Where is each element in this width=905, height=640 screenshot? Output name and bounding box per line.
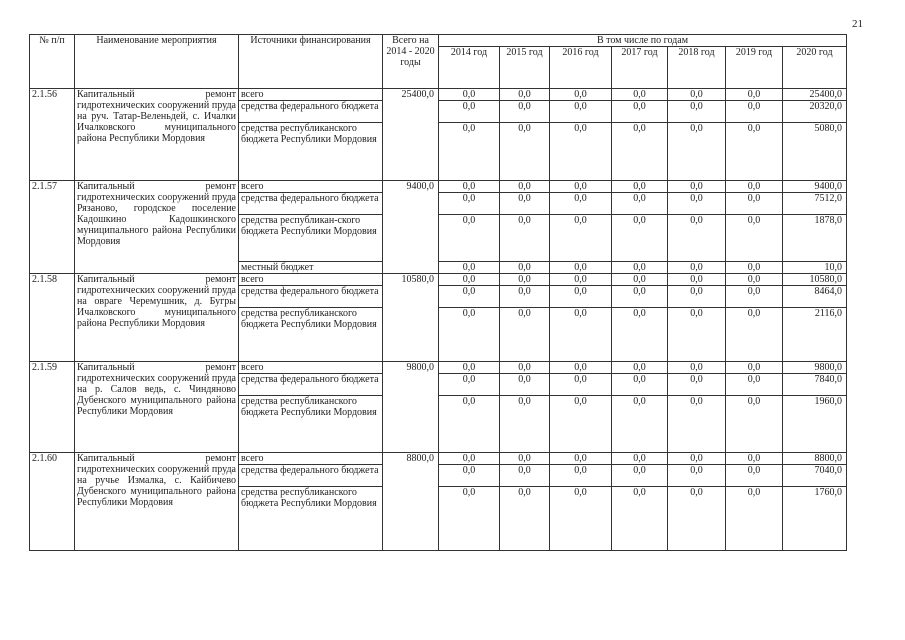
year-value: 0,0 <box>668 453 726 465</box>
year-value: 0,0 <box>612 101 668 123</box>
year-value: 0,0 <box>726 101 783 123</box>
year-value: 0,0 <box>668 396 726 453</box>
year-value: 5080,0 <box>783 123 847 181</box>
year-value: 0,0 <box>612 215 668 262</box>
year-value: 0,0 <box>726 193 783 215</box>
year-value: 0,0 <box>500 396 550 453</box>
item-code: 2.1.58 <box>30 274 75 362</box>
year-value: 0,0 <box>726 465 783 487</box>
year-value: 0,0 <box>612 308 668 362</box>
year-value: 0,0 <box>550 215 612 262</box>
year-value: 10580,0 <box>783 274 847 286</box>
table-header <box>30 35 847 89</box>
year-value: 0,0 <box>668 487 726 551</box>
year-value: 0,0 <box>500 215 550 262</box>
funding-source: средства федерального бюджета <box>239 101 383 123</box>
year-value: 0,0 <box>439 465 500 487</box>
funding-source: средства федерального бюджета <box>239 286 383 308</box>
item-name: Капитальный ремонт гидротехнических сооружений пруда Рязаново, городское поселение Кадошкино Кадошкинского муниципального района Республики Мордовия <box>75 181 239 274</box>
year-value: 0,0 <box>612 123 668 181</box>
header-total: Всего на 2014 - 2020 годы <box>383 35 439 89</box>
header-year: 2020 год <box>783 47 847 89</box>
year-value: 0,0 <box>439 453 500 465</box>
year-value: 0,0 <box>726 89 783 101</box>
year-value: 0,0 <box>439 308 500 362</box>
year-value: 0,0 <box>439 123 500 181</box>
table-row <box>30 181 847 193</box>
table-body <box>30 89 847 551</box>
year-value: 0,0 <box>726 274 783 286</box>
header-by-years: В том числе по годам <box>439 35 847 47</box>
header-name: Наименование мероприятия <box>75 35 239 89</box>
year-value: 0,0 <box>550 465 612 487</box>
year-value: 0,0 <box>612 362 668 374</box>
year-value: 0,0 <box>612 286 668 308</box>
year-value: 0,0 <box>668 89 726 101</box>
header-year: 2014 год <box>439 47 500 89</box>
year-value: 0,0 <box>550 123 612 181</box>
year-value: 0,0 <box>612 193 668 215</box>
header-year: 2018 год <box>668 47 726 89</box>
funding-source: средства республиканского бюджета Республики Мордовия <box>239 308 383 362</box>
year-value: 0,0 <box>500 374 550 396</box>
table-row <box>30 89 847 101</box>
year-value: 1878,0 <box>783 215 847 262</box>
funding-source: средства федерального бюджета <box>239 193 383 215</box>
year-value: 0,0 <box>668 215 726 262</box>
year-value: 0,0 <box>500 89 550 101</box>
year-value: 0,0 <box>612 262 668 274</box>
item-name: Капитальный ремонт гидротехнических сооружений пруда на руч. Татар-Веленьдей, с. Ичалки Ичалковского муниципального района Республики Мордовия <box>75 89 239 181</box>
year-value: 0,0 <box>612 465 668 487</box>
year-value: 2116,0 <box>783 308 847 362</box>
funding-source: всего <box>239 181 383 193</box>
year-value: 7840,0 <box>783 374 847 396</box>
year-value: 7512,0 <box>783 193 847 215</box>
header-year: 2015 год <box>500 47 550 89</box>
item-name: Капитальный ремонт гидротехнических сооружений пруда на овраге Черемушник, д. Бугры Ичалковского муниципального района Республики Мордовия <box>75 274 239 362</box>
funding-source: местный бюджет <box>239 262 383 274</box>
funding-source: всего <box>239 453 383 465</box>
funding-source: всего <box>239 274 383 286</box>
year-value: 0,0 <box>550 274 612 286</box>
year-value: 8464,0 <box>783 286 847 308</box>
year-value: 0,0 <box>612 396 668 453</box>
year-value: 0,0 <box>726 453 783 465</box>
year-value: 0,0 <box>550 193 612 215</box>
year-value: 0,0 <box>439 181 500 193</box>
header-year: 2019 год <box>726 47 783 89</box>
year-value: 0,0 <box>612 453 668 465</box>
funding-source: средства федерального бюджета <box>239 374 383 396</box>
table-row <box>30 362 847 374</box>
year-value: 0,0 <box>668 362 726 374</box>
year-value: 0,0 <box>500 193 550 215</box>
year-value: 0,0 <box>550 101 612 123</box>
item-name: Капитальный ремонт гидротехнических сооружений пруда на ручье Измалка, с. Кайбичево Дубенского муниципального района Республики Мордовия <box>75 453 239 551</box>
funding-source: средства федерального бюджета <box>239 465 383 487</box>
year-value: 0,0 <box>500 123 550 181</box>
year-value: 0,0 <box>726 362 783 374</box>
year-value: 0,0 <box>500 465 550 487</box>
year-value: 0,0 <box>500 274 550 286</box>
year-value: 0,0 <box>500 362 550 374</box>
year-value: 0,0 <box>726 308 783 362</box>
year-value: 0,0 <box>550 374 612 396</box>
year-value: 0,0 <box>612 181 668 193</box>
table-row <box>30 274 847 286</box>
year-value: 0,0 <box>726 123 783 181</box>
year-value: 0,0 <box>500 181 550 193</box>
year-value: 0,0 <box>550 286 612 308</box>
financing-table <box>29 34 847 551</box>
header-source: Источники финансирования <box>239 35 383 89</box>
year-value: 0,0 <box>550 181 612 193</box>
year-value: 0,0 <box>726 396 783 453</box>
year-value: 10,0 <box>783 262 847 274</box>
year-value: 0,0 <box>439 215 500 262</box>
funding-source: средства республиканского бюджета Республики Мордовия <box>239 123 383 181</box>
year-value: 0,0 <box>550 262 612 274</box>
year-value: 0,0 <box>439 89 500 101</box>
item-total: 10580,0 <box>383 274 439 362</box>
year-value: 0,0 <box>439 374 500 396</box>
year-value: 0,0 <box>500 308 550 362</box>
header-year: 2017 год <box>612 47 668 89</box>
year-value: 0,0 <box>668 308 726 362</box>
year-value: 1760,0 <box>783 487 847 551</box>
item-code: 2.1.57 <box>30 181 75 274</box>
year-value: 0,0 <box>439 362 500 374</box>
year-value: 0,0 <box>439 274 500 286</box>
funding-source: всего <box>239 89 383 101</box>
year-value: 0,0 <box>668 465 726 487</box>
year-value: 25400,0 <box>783 89 847 101</box>
year-value: 8800,0 <box>783 453 847 465</box>
year-value: 0,0 <box>668 101 726 123</box>
table-row <box>30 453 847 465</box>
item-total: 25400,0 <box>383 89 439 181</box>
year-value: 0,0 <box>500 101 550 123</box>
year-value: 0,0 <box>668 274 726 286</box>
year-value: 0,0 <box>550 487 612 551</box>
year-value: 0,0 <box>668 286 726 308</box>
year-value: 0,0 <box>612 374 668 396</box>
item-code: 2.1.56 <box>30 89 75 181</box>
year-value: 1960,0 <box>783 396 847 453</box>
funding-source: средства республиканского бюджета Республики Мордовия <box>239 487 383 551</box>
year-value: 0,0 <box>439 262 500 274</box>
year-value: 0,0 <box>500 262 550 274</box>
year-value: 0,0 <box>550 453 612 465</box>
year-value: 0,0 <box>668 181 726 193</box>
header-year: 2016 год <box>550 47 612 89</box>
year-value: 0,0 <box>726 487 783 551</box>
year-value: 0,0 <box>726 181 783 193</box>
item-code: 2.1.59 <box>30 362 75 453</box>
year-value: 0,0 <box>550 308 612 362</box>
year-value: 0,0 <box>500 487 550 551</box>
year-value: 0,0 <box>439 396 500 453</box>
year-value: 0,0 <box>439 193 500 215</box>
year-value: 0,0 <box>550 89 612 101</box>
year-value: 0,0 <box>668 193 726 215</box>
funding-source: средства республиканского бюджета Республики Мордовия <box>239 396 383 453</box>
year-value: 0,0 <box>550 362 612 374</box>
year-value: 0,0 <box>668 262 726 274</box>
year-value: 9800,0 <box>783 362 847 374</box>
year-value: 0,0 <box>726 286 783 308</box>
year-value: 0,0 <box>500 286 550 308</box>
year-value: 0,0 <box>612 487 668 551</box>
year-value: 0,0 <box>439 487 500 551</box>
item-total: 9800,0 <box>383 362 439 453</box>
year-value: 0,0 <box>668 123 726 181</box>
year-value: 9400,0 <box>783 181 847 193</box>
year-value: 0,0 <box>726 374 783 396</box>
year-value: 0,0 <box>439 101 500 123</box>
year-value: 7040,0 <box>783 465 847 487</box>
item-name: Капитальный ремонт гидротехнических сооружений пруда на р. Салов ведь, с. Чиндяново Дубенского муниципального района Республики Мордовия <box>75 362 239 453</box>
year-value: 20320,0 <box>783 101 847 123</box>
year-value: 0,0 <box>726 215 783 262</box>
year-value: 0,0 <box>726 262 783 274</box>
item-total: 8800,0 <box>383 453 439 551</box>
page-number: 21 <box>852 18 863 30</box>
year-value: 0,0 <box>550 396 612 453</box>
funding-source: всего <box>239 362 383 374</box>
year-value: 0,0 <box>612 89 668 101</box>
year-value: 0,0 <box>500 453 550 465</box>
header-num: № п/п <box>30 35 75 89</box>
funding-source: средства республикан-ского бюджета Республики Мордовия <box>239 215 383 262</box>
year-value: 0,0 <box>439 286 500 308</box>
item-code: 2.1.60 <box>30 453 75 551</box>
item-total: 9400,0 <box>383 181 439 274</box>
year-value: 0,0 <box>668 374 726 396</box>
year-value: 0,0 <box>612 274 668 286</box>
